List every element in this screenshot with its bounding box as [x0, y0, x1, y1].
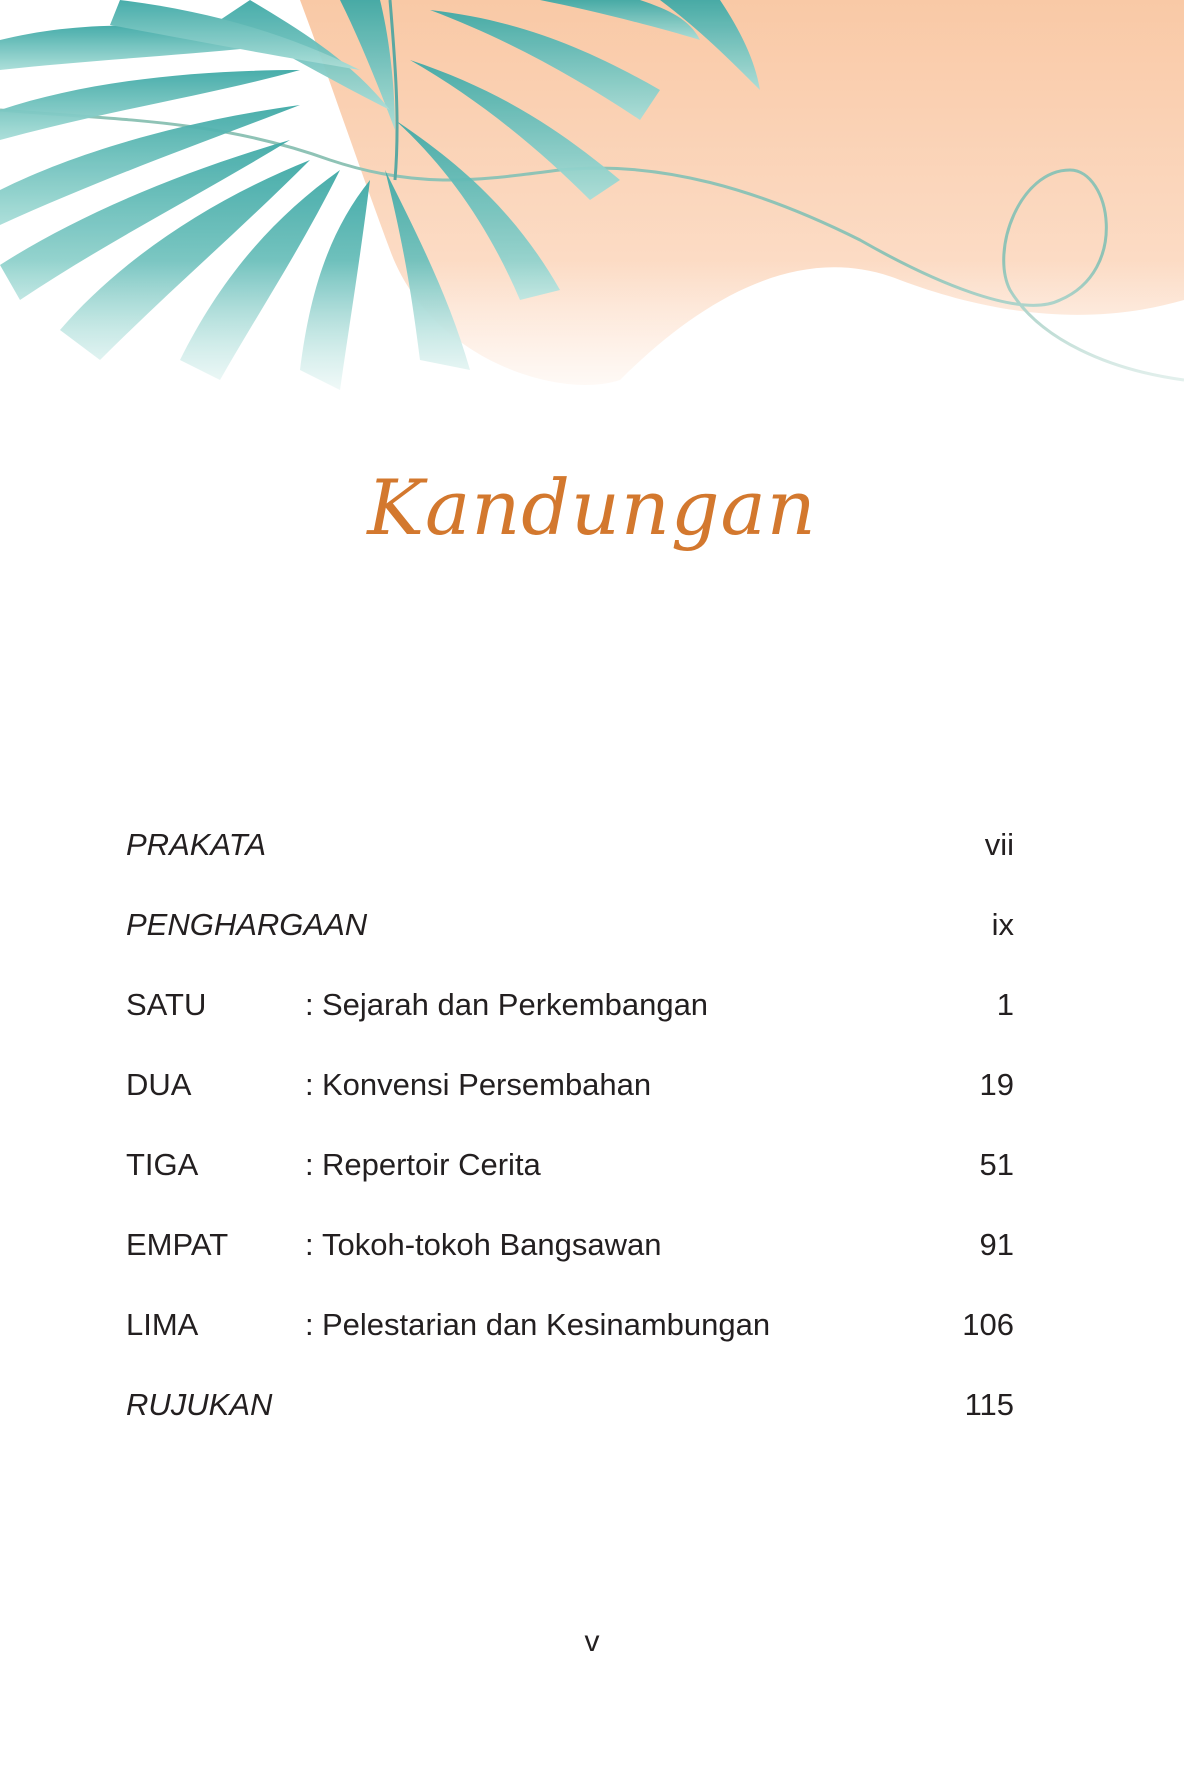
toc-entry-separator: :: [305, 1307, 314, 1342]
toc-entry-separator: :: [305, 1147, 314, 1182]
toc-entry-label: PENGHARGAAN: [126, 907, 368, 942]
toc-entry-page-number: 106: [962, 1307, 1014, 1342]
toc-entry[interactable]: [126, 1220, 1014, 1300]
toc-entry-title: Sejarah dan Perkembangan: [322, 987, 709, 1022]
toc-entry-page-number: vii: [984, 827, 1014, 862]
toc-entry-page-number: ix: [991, 907, 1014, 942]
toc-entry[interactable]: [126, 820, 1014, 900]
toc-entry-label: PRAKATA: [126, 827, 267, 862]
toc-entry-label: EMPAT: [126, 1227, 229, 1262]
toc-entry[interactable]: [126, 1060, 1014, 1140]
toc-entry[interactable]: [126, 1380, 1014, 1460]
toc-entry-page-number: 115: [964, 1387, 1014, 1422]
toc-entry-separator: :: [305, 1227, 314, 1262]
toc-entry-title: Repertoir Cerita: [322, 1147, 541, 1182]
toc-entry-title: Pelestarian dan Kesinambungan: [322, 1307, 771, 1342]
toc-entry[interactable]: [126, 1300, 1014, 1380]
toc-entry-separator: :: [305, 987, 314, 1022]
toc-entry[interactable]: [126, 900, 1014, 980]
toc-entry-page-number: 19: [979, 1067, 1014, 1102]
toc-entry-label: TIGA: [126, 1147, 199, 1182]
toc-entry-page-number: 51: [979, 1147, 1014, 1182]
toc-entry-label: DUA: [126, 1067, 192, 1102]
toc-entry-label: RUJUKAN: [126, 1387, 273, 1422]
toc-entry[interactable]: [126, 980, 1014, 1060]
toc-entry-label: SATU: [126, 987, 207, 1022]
page-number: v: [584, 1625, 600, 1658]
toc-entry-label: LIMA: [126, 1307, 199, 1342]
table-of-contents: [126, 820, 1014, 1460]
toc-entry-separator: :: [305, 1067, 314, 1102]
toc-entry-title: Konvensi Persembahan: [322, 1067, 652, 1102]
palm-leaf-decoration: [0, 0, 1184, 420]
toc-entry-page-number: 1: [996, 987, 1014, 1022]
toc-entry[interactable]: [126, 1140, 1014, 1220]
page-title: Kandungan: [367, 463, 817, 552]
toc-entry-title: Tokoh-tokoh Bangsawan: [322, 1227, 662, 1262]
toc-entry-page-number: 91: [979, 1227, 1014, 1262]
